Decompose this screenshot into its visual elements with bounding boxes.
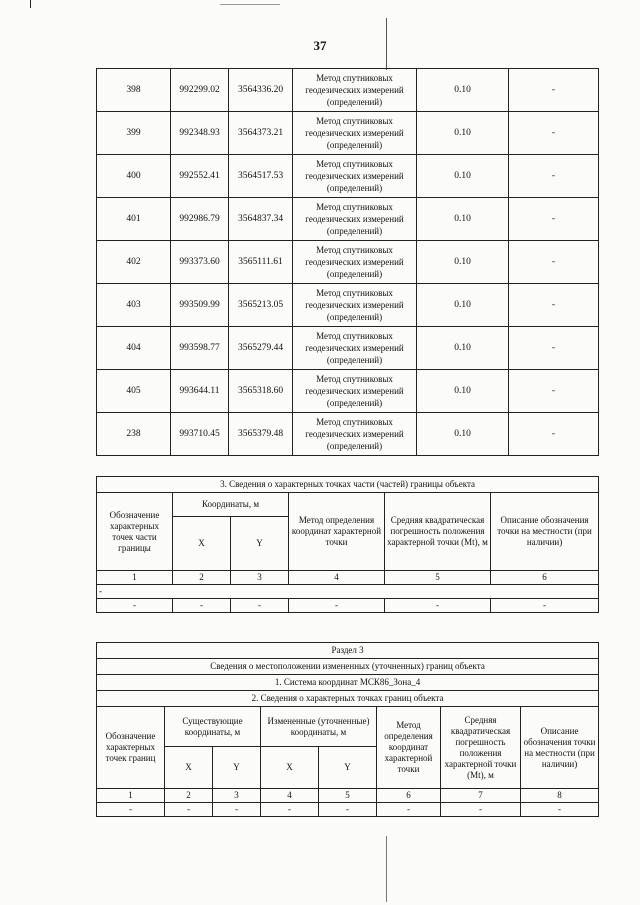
description: - <box>509 198 599 241</box>
col-num: 5 <box>319 789 377 803</box>
header-method: Метод определения координат характерной точки <box>289 493 385 571</box>
part-table-title: 3. Сведения о характерных точках части (частей) границы объекта <box>97 477 599 493</box>
method: Метод спутниковых геодезических измерений (определений) <box>293 284 417 327</box>
data-cell: - <box>521 803 599 817</box>
header-designation: Обозначение характерных точек части границы <box>97 493 173 571</box>
col-num: 2 <box>173 571 231 585</box>
method: Метод спутниковых геодезических измерений (определений) <box>293 241 417 284</box>
col-num: 1 <box>97 571 173 585</box>
col-num: 4 <box>289 571 385 585</box>
mt-value: 0.10 <box>417 69 509 112</box>
col-num: 3 <box>213 789 261 803</box>
col-num: 5 <box>385 571 491 585</box>
mt-value: 0.10 <box>417 241 509 284</box>
point-number: 238 <box>97 413 171 456</box>
method: Метод спутниковых геодезических измерений (определений) <box>293 327 417 370</box>
section3-table <box>96 642 599 817</box>
scan-smudge <box>220 4 280 5</box>
data-cell: - <box>231 599 289 613</box>
coord-x: 993509.99 <box>171 284 229 327</box>
point-number: 403 <box>97 284 171 327</box>
mt-value: 0.10 <box>417 413 509 456</box>
data-cell: - <box>165 803 213 817</box>
header-y: Y <box>319 747 377 789</box>
coord-y: 3565279.44 <box>229 327 293 370</box>
coord-y: 3564336.20 <box>229 69 293 112</box>
coord-x: 993644.11 <box>171 370 229 413</box>
description: - <box>509 284 599 327</box>
page-number: 37 <box>313 38 327 53</box>
table-row <box>97 241 599 284</box>
mt-value: 0.10 <box>417 370 509 413</box>
col-num: 6 <box>491 571 599 585</box>
data-cell: - <box>319 803 377 817</box>
header-x: X <box>261 747 319 789</box>
data-cell: - <box>97 599 173 613</box>
point-number: 398 <box>97 69 171 112</box>
data-cell: - <box>441 803 521 817</box>
description: - <box>509 413 599 456</box>
header-coordinates: Координаты, м <box>173 493 289 517</box>
scan-edge-line <box>30 0 31 8</box>
table-row <box>97 198 599 241</box>
mt-value: 0.10 <box>417 284 509 327</box>
col-num: 6 <box>377 789 441 803</box>
method: Метод спутниковых геодезических измерений (определений) <box>293 112 417 155</box>
mt-value: 0.10 <box>417 112 509 155</box>
table-row <box>97 112 599 155</box>
dash-row: - <box>97 585 599 599</box>
data-cell: - <box>173 599 231 613</box>
point-number: 402 <box>97 241 171 284</box>
coord-y: 3564373.21 <box>229 112 293 155</box>
mt-value: 0.10 <box>417 327 509 370</box>
table-row <box>97 69 599 112</box>
coord-y: 3565379.48 <box>229 413 293 456</box>
mt-value: 0.10 <box>417 198 509 241</box>
coord-x: 992986.79 <box>171 198 229 241</box>
coord-x: 992299.02 <box>171 69 229 112</box>
coord-x: 993710.45 <box>171 413 229 456</box>
coord-x: 993598.77 <box>171 327 229 370</box>
point-number: 405 <box>97 370 171 413</box>
data-cell: - <box>377 803 441 817</box>
header-method: Метод определения координат характерной точки <box>377 707 441 789</box>
method: Метод спутниковых геодезических измерений (определений) <box>293 198 417 241</box>
point-number: 399 <box>97 112 171 155</box>
data-cell: - <box>289 599 385 613</box>
col-num: 8 <box>521 789 599 803</box>
part-points-table <box>96 476 599 613</box>
mt-value: 0.10 <box>417 155 509 198</box>
coord-x: 992348.93 <box>171 112 229 155</box>
table-row <box>97 155 599 198</box>
coord-y: 3565318.60 <box>229 370 293 413</box>
points-title: 2. Сведения о характерных точках границ объекта <box>97 691 599 707</box>
header-y: Y <box>231 517 289 571</box>
method: Метод спутниковых геодезических измерений (определений) <box>293 69 417 112</box>
coord-y: 3565213.05 <box>229 284 293 327</box>
data-cell: - <box>491 599 599 613</box>
header-mt: Средняя квадратическая погрешность положения характерной точки (Mt), м <box>385 493 491 571</box>
coord-y: 3565111.61 <box>229 241 293 284</box>
point-number: 400 <box>97 155 171 198</box>
header-designation: Обозначение характерных точек границ <box>97 707 165 789</box>
description: - <box>509 155 599 198</box>
table-row <box>97 370 599 413</box>
table-row <box>97 327 599 370</box>
coord-x: 993373.60 <box>171 241 229 284</box>
data-cell: - <box>213 803 261 817</box>
coord-y: 3564837.34 <box>229 198 293 241</box>
description: - <box>509 69 599 112</box>
table-row <box>97 284 599 327</box>
data-cell: - <box>97 803 165 817</box>
description: - <box>509 112 599 155</box>
coord-y: 3564517.53 <box>229 155 293 198</box>
section-subtitle: Сведения о местоположении измененных (уточненных) границ объекта <box>97 659 599 675</box>
header-x: X <box>165 747 213 789</box>
col-num: 2 <box>165 789 213 803</box>
header-description: Описание обозначения точки на местности (при наличии) <box>521 707 599 789</box>
table-row <box>97 413 599 456</box>
description: - <box>509 241 599 284</box>
header-x: X <box>173 517 231 571</box>
data-cell: - <box>261 803 319 817</box>
method: Метод спутниковых геодезических измерений (определений) <box>293 413 417 456</box>
coord-x: 992552.41 <box>171 155 229 198</box>
section-title: Раздел 3 <box>97 643 599 659</box>
scan-margin-line-bottom <box>386 836 387 902</box>
col-num: 3 <box>231 571 289 585</box>
method: Метод спутниковых геодезических измерений (определений) <box>293 155 417 198</box>
data-cell: - <box>385 599 491 613</box>
description: - <box>509 327 599 370</box>
header-description: Описание обозначения точки на местности (при наличии) <box>491 493 599 571</box>
header-existing-coords: Существующие координаты, м <box>165 707 261 747</box>
coordinate-system: 1. Система координат МСК86_Зона_4 <box>97 675 599 691</box>
header-y: Y <box>213 747 261 789</box>
coordinates-table <box>96 68 599 456</box>
col-num: 4 <box>261 789 319 803</box>
point-number: 404 <box>97 327 171 370</box>
header-changed-coords: Измененные (уточненные) координаты, м <box>261 707 377 747</box>
description: - <box>509 370 599 413</box>
col-num: 7 <box>441 789 521 803</box>
point-number: 401 <box>97 198 171 241</box>
method: Метод спутниковых геодезических измерений (определений) <box>293 370 417 413</box>
header-mt: Средняя квадратическая погрешность положения характерной точки (Mt), м <box>441 707 521 789</box>
col-num: 1 <box>97 789 165 803</box>
